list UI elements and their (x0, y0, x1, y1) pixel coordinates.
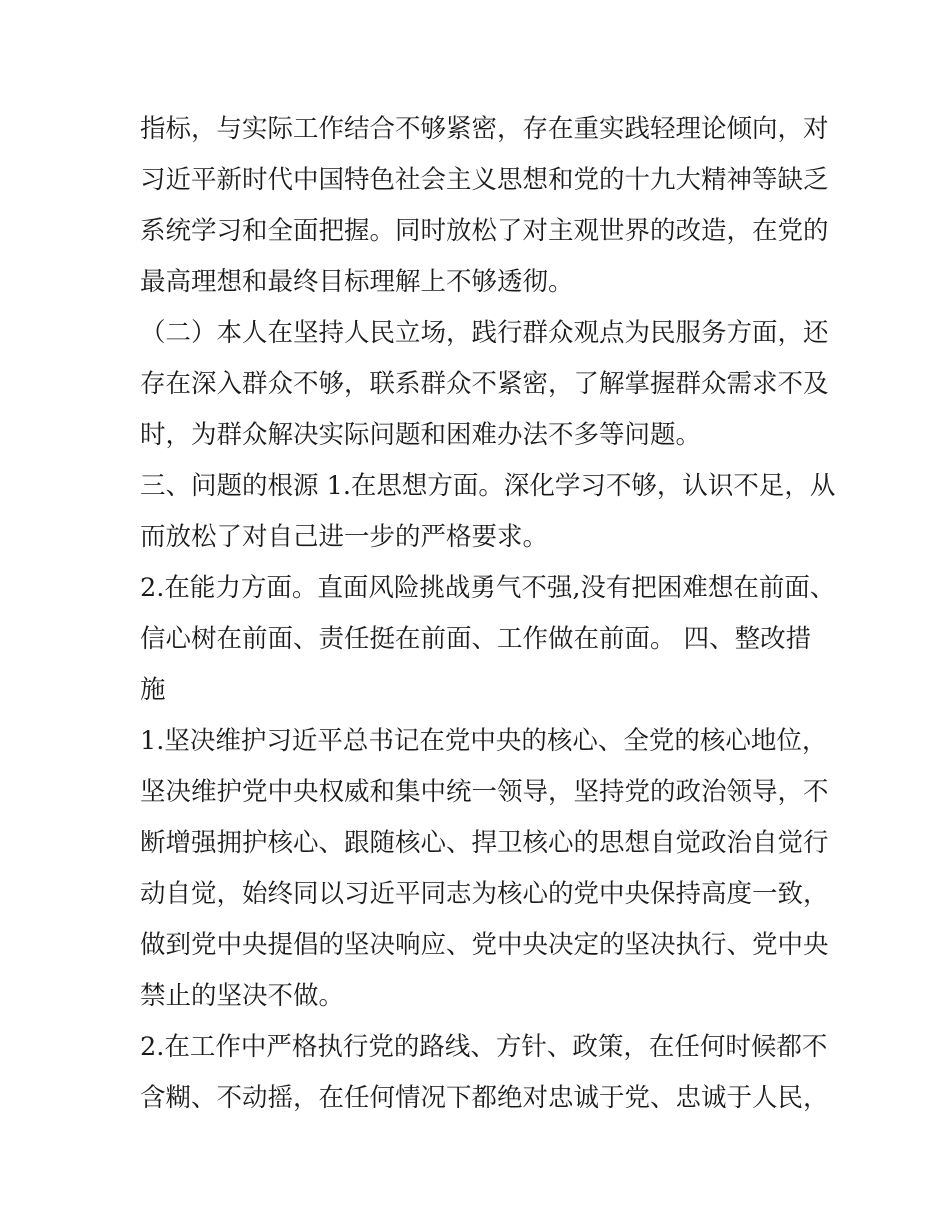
text-line: 2.在能力方面。直面风险挑战勇气不强,没有把困难想在前面、 (140, 573, 836, 603)
text-line: 指标，与实际工作结合不够紧密，存在重实践轻理论倾向，对 (140, 114, 829, 144)
text-line: 三、问题的根源 1.在思想方面。深化学习不够，认识不足，从 (140, 471, 836, 501)
text-line: （二）本人在坚持人民立场，践行群众观点为民服务方面，还 (140, 318, 829, 348)
text-line: 存在深入群众不够，联系群众不紧密，了解掌握群众需求不及 (140, 369, 829, 399)
text-line: 系统学习和全面把握。同时放松了对主观世界的改造，在党的 (140, 216, 829, 246)
text-line: 动自觉，始终同以习近平同志为核心的党中央保持高度一致， (140, 879, 829, 909)
text-line: 1.坚决维护习近平总书记在党中央的核心、全党的核心地位， (140, 726, 828, 756)
text-line: 2.在工作中严格执行党的路线、方针、政策，在任何时候都不 (140, 1032, 828, 1062)
text-line: 做到党中央提倡的坚决响应、党中央决定的坚决执行、党中央 (140, 930, 829, 960)
text-line: 施 (140, 675, 166, 705)
document-body (140, 104, 836, 1124)
text-line: 时，为群众解决实际问题和困难办法不多等问题。 (140, 420, 702, 450)
text-line: 而放松了对自己进一步的严格要求。 (140, 522, 549, 552)
text-line: 断增强拥护核心、跟随核心、捍卫核心的思想自觉政治自觉行 (140, 828, 829, 858)
text-line: 禁止的坚决不做。 (140, 981, 345, 1011)
text-line: 习近平新时代中国特色社会主义思想和党的十九大精神等缺乏 (140, 165, 829, 195)
text-line: 信心树在前面、责任挺在前面、工作做在前面。 四、整改措 (140, 624, 812, 654)
text-line: 最高理想和最终目标理解上不够透彻。 (140, 267, 574, 297)
text-line: 坚决维护党中央权威和集中统一领导，坚持党的政治领导，不 (140, 777, 829, 807)
text-line: 含糊、不动摇，在任何情况下都绝对忠诚于党、忠诚于人民， (140, 1083, 829, 1113)
